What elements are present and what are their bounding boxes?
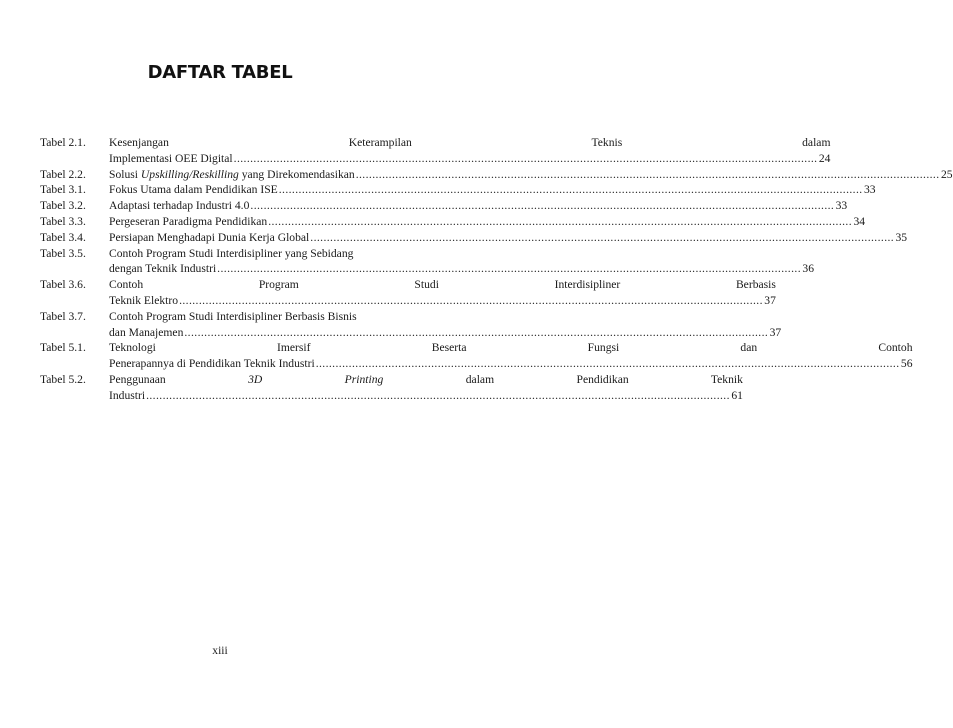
entry-page: 56 — [900, 357, 913, 371]
list-item[interactable] — [40, 135, 831, 167]
list-item[interactable] — [40, 246, 814, 278]
entry-page: 24 — [818, 151, 831, 165]
dot-leader — [268, 214, 852, 230]
entry-label: Tabel 3.3. — [40, 214, 86, 228]
list-item[interactable] — [40, 214, 866, 230]
list-item[interactable] — [40, 340, 913, 372]
entry-page: 33 — [863, 183, 876, 197]
entry-label: Tabel 3.5. — [40, 246, 86, 260]
page-title: DAFTAR TABEL — [147, 62, 293, 83]
entry-label: Tabel 5.1. — [40, 341, 86, 355]
list-item[interactable] — [40, 167, 953, 183]
dot-leader — [279, 182, 863, 198]
entry-title-line1: Contoh Program Studi Interdisipliner yang Sebidang — [109, 246, 354, 260]
entry-page: 25 — [940, 167, 953, 181]
entry-label: Tabel 3.4. — [40, 230, 86, 244]
entry-page: 37 — [764, 293, 776, 307]
entry-label: Tabel 3.7. — [40, 309, 86, 323]
entry-title-last: Fokus Utama dalam Pendidikan ISE — [109, 183, 278, 197]
entry-page: 37 — [769, 325, 782, 339]
entry-title-last: Teknik Elektro — [109, 293, 179, 307]
entry-title-italic: Upskilling/Reskilling — [140, 167, 239, 181]
entry-title-line1: Kesenjangan Keterampilan Teknis dalam — [109, 136, 831, 149]
entry-page: 35 — [895, 230, 908, 244]
entry-title-italic: 3D Printing — [248, 372, 384, 386]
list-item[interactable] — [40, 309, 782, 341]
list-item[interactable] — [40, 372, 743, 404]
entry-title-part: yang Direkomendasikan — [238, 167, 355, 181]
entry-label: Tabel 3.2. — [40, 199, 86, 213]
entry-title-last: dengan Teknik Industri — [109, 262, 217, 276]
entry-title-line1 — [109, 372, 743, 388]
list-item[interactable] — [40, 277, 776, 309]
dot-leader — [316, 356, 900, 372]
entry-title-last: Persiapan Menghadapi Dunia Kerja Global — [109, 230, 310, 244]
entry-label: Tabel 3.6. — [40, 278, 86, 292]
page-number: xiii — [212, 644, 228, 657]
entry-page: 34 — [853, 214, 866, 228]
entry-label: Tabel 2.1. — [40, 136, 86, 149]
entry-title-last: Industri — [109, 388, 146, 402]
entry-title-last: dan Manajemen — [109, 325, 184, 339]
entry-title-part: Solusi — [109, 167, 141, 181]
dot-leader — [179, 293, 763, 309]
entry-title-line1: Teknologi Imersif Beserta Fungsi dan Contoh — [109, 341, 913, 355]
table-list — [40, 135, 953, 404]
entry-page: 61 — [731, 388, 743, 402]
dot-leader — [250, 198, 834, 214]
entry-title-line1: Contoh Program Studi Interdisipliner Berbasis — [109, 278, 776, 292]
entry-title-last: Adaptasi terhadap Industri 4.0 — [109, 199, 250, 213]
entry-title-last: Implementasi OEE Digital — [109, 151, 233, 165]
list-item[interactable] — [40, 230, 908, 246]
dot-leader — [217, 261, 801, 277]
entry-page: 33 — [835, 199, 848, 213]
entry-label: Tabel 2.2. — [40, 167, 86, 181]
entry-title-line1: Contoh Program Studi Interdisipliner Berbasis Bisnis — [109, 309, 357, 323]
entry-title-last: Pergeseran Paradigma Pendidikan — [109, 214, 268, 228]
dot-leader — [184, 325, 768, 341]
dot-leader — [310, 230, 894, 246]
list-item[interactable] — [40, 182, 876, 198]
dot-leader — [234, 151, 818, 167]
list-item[interactable] — [40, 198, 848, 214]
dot-leader — [356, 167, 940, 183]
entry-title-last: Penerapannya di Pendidikan Teknik Industri — [109, 357, 315, 371]
entry-title-part: dalam Pendidikan Teknik — [383, 372, 743, 386]
entry-page: 36 — [802, 262, 814, 276]
entry-label: Tabel 3.1. — [40, 183, 86, 197]
entry-title-part: Penggunaan — [109, 372, 249, 386]
dot-leader — [146, 388, 730, 404]
entry-label: Tabel 5.2. — [40, 372, 86, 386]
